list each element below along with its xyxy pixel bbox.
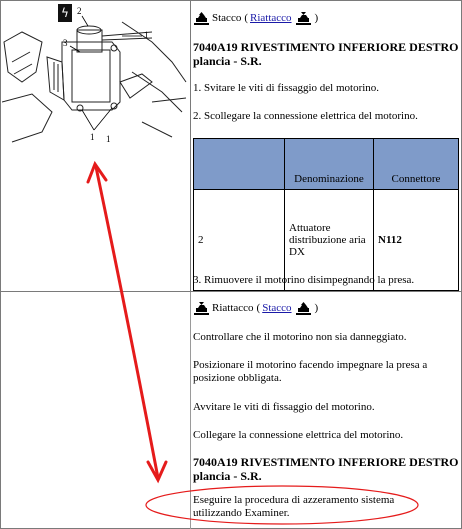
bottom-step-2: Posizionare il motorino facendo impegnare la presa a posizione obbligata. [193,359,428,384]
bottom-step-1: Controllare che il motorino non sia danneggiato. [193,331,407,343]
car-lift-icon [295,12,312,25]
callout-1b: 1 [90,132,95,142]
table-header-blank [194,139,285,190]
top-nav-action: Stacco [212,12,242,24]
bottom-step-3: Avvitare le viti di fissaggio del motorino. [193,401,375,413]
top-step-2: 2. Scollegare la connessione elettrica del motorino. [193,110,418,122]
car-lift-icon [193,302,210,315]
bottom-nav-stacco-link[interactable]: Stacco [262,302,292,314]
section-divider [0,291,462,292]
callout-1a: 1 [144,30,149,40]
top-nav-paren-open: ( [244,12,248,24]
column-divider [190,0,191,292]
table-cell-index: 2 [194,190,285,291]
callout-1c: 1 [106,134,111,144]
bottom-final-step: Eseguire la procedura di azzeramento sistema utilizzando Examiner. [193,494,395,519]
top-title: 7040A19 RIVESTIMENTO INFERIORE DESTRO plancia - S.R. [193,40,459,68]
bottom-step-4: Collegare la connessione elettrica del motorino. [193,429,404,441]
table-header-row [194,139,459,190]
connector-table [193,138,459,291]
table-cell-connettore: N112 [374,190,459,291]
top-step-3: 3. Rimuovere il motorino disimpegnando la presa. [193,274,415,286]
bottom-nav-paren-open: ( [256,302,261,314]
bottom-nav-paren-close: ) [314,302,319,314]
bottom-title: 7040A19 RIVESTIMENTO INFERIORE DESTRO plancia - S.R. [193,455,459,483]
top-nav-riattacco-link[interactable]: Riattacco [250,12,292,24]
callout-2: 2 [77,6,82,16]
svg-text:ϟ: ϟ [61,6,69,20]
top-nav [193,10,459,26]
callout-3: 3 [63,38,68,48]
table-header-connettore: Connettore [374,139,459,190]
bottom-nav-action: Riattacco [212,302,254,314]
car-lift-icon [295,302,312,315]
car-lift-icon [193,12,210,25]
bottom-nav [193,300,459,316]
column-divider-lower [190,292,191,529]
top-step-1: 1. Svitare le viti di fissaggio del motorino. [193,82,380,94]
top-nav-paren-close: ) [314,12,319,24]
table-header-denominazione: Denominazione [285,139,374,190]
motor-diagram [2,2,188,148]
table-cell-denominazione: Attuatore distribuzione aria DX [285,190,374,291]
